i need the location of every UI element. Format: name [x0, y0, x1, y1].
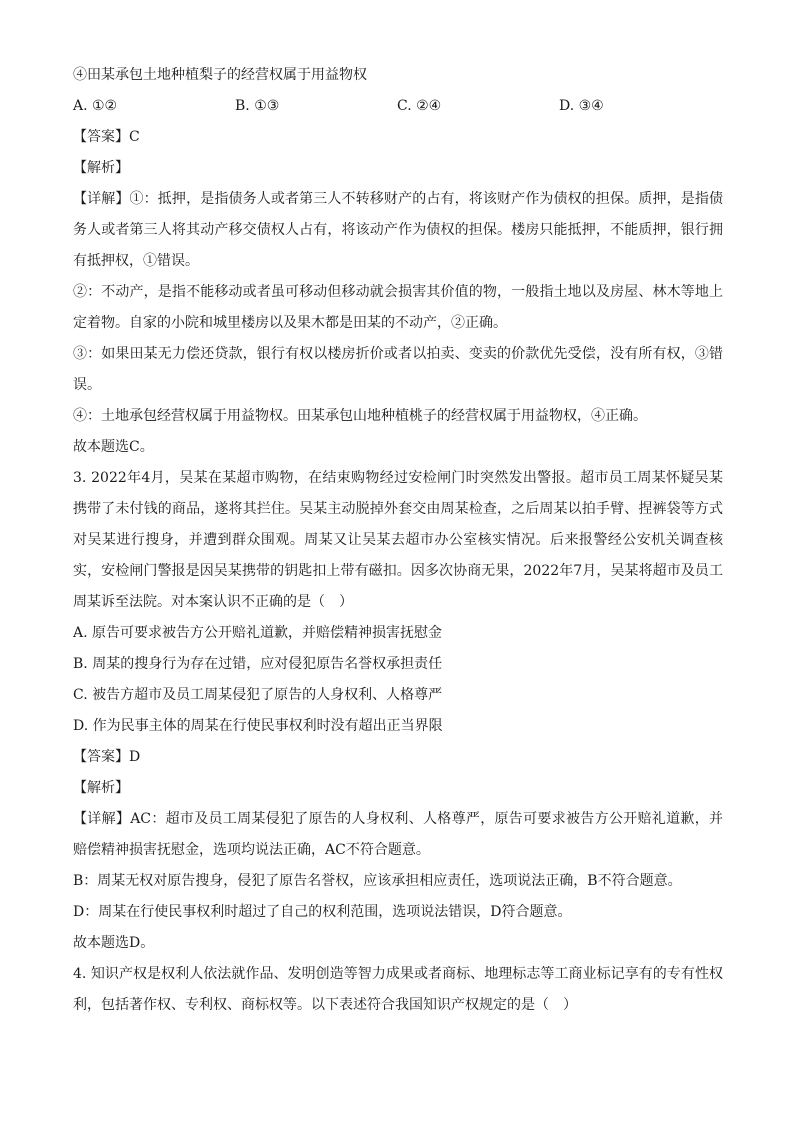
q2-analysis-label: 【解析】 [73, 160, 129, 176]
q3-conclusion: 故本题选D。 [73, 935, 155, 951]
q3-choice-c: C. 被告方超市及员工周某侵犯了原告的人身权利、人格尊严 [73, 687, 443, 703]
q2-choice-c: C. ②④ [397, 98, 442, 114]
q3-choice-a: A. 原告可要求被告方公开赔礼道歉，并赔偿精神损害抚慰金 [73, 625, 443, 641]
q3-choice-d: D. 作为民事主体的周某在行使民事权利时没有超出正当界限 [73, 718, 443, 734]
q3-detail-2: B：周某无权对原告搜身，侵犯了原告名誉权，应该承担相应责任，选项说法正确，B不符合题意。 [73, 873, 682, 889]
q2-choice-d: D. ③④ [559, 98, 604, 114]
q2-choices [73, 91, 723, 122]
q2-choice-a: A. ①② [73, 98, 118, 114]
q2-choice-b: B. ①③ [235, 98, 280, 114]
q3-detail-1: 【详解】AC：超市及员工周某侵犯了原告的人身权利、人格尊严，原告可要求被告方公开赔礼道歉，并赔偿精神损害抚慰金，选项均说法正确，AC不符合题意。 [73, 811, 723, 858]
q3-detail-3: D：周某在行使民事权利时超过了自己的权利范围，选项说法错误，D符合题意。 [73, 904, 572, 920]
q2-option-statement-4: ④田某承包土地种植梨子的经营权属于用益物权 [73, 67, 367, 83]
q2-detail-2: ②：不动产，是指不能移动或者虽可移动但移动就会损害其价值的物，一般指土地以及房屋、林木等地上定着物。自家的小院和城里楼房以及果木都是田某的不动产，②正确。 [73, 284, 723, 331]
q3-answer: 【答案】D [73, 749, 141, 765]
q2-detail-4: ④：土地承包经营权属于用益物权。田某承包山地种植桃子的经营权属于用益物权，④正确。 [73, 408, 647, 424]
q3-analysis-label: 【解析】 [73, 780, 129, 796]
document-body [73, 60, 723, 1021]
q2-detail-1: 【详解】①：抵押，是指债务人或者第三人不转移财产的占有，将该财产作为债权的担保。质押，是指债务人或者第三人将其动产移交债权人占有，将该动产作为债权的担保。楼房只能抵押，不能质押，银行拥有抵押权，①错误。 [73, 191, 723, 269]
q2-answer: 【答案】C [73, 129, 140, 145]
q3-stem: 3. 2022年4月，吴某在某超市购物，在结束购物经过安检闸门时突然发出警报。超市员工周某怀疑吴某携带了未付钱的商品，遂将其拦住。吴某主动脱掉外套交由周某检查，之后周某以拍手臂、捏裤袋等方式对吴某进行搜身，并遭到群众围观。周某又让吴某去超市办公室核实情况。后来报警经公安机关调查核实，安检闸门警报是因吴某携带的钥匙扣上带有磁扣。因多次协商无果，2022年7月，吴某将超市及员工周某诉至法院。对本案认识不正确的是（ ） [73, 470, 723, 610]
q3-choice-b: B. 周某的搜身行为存在过错，应对侵犯原告名誉权承担责任 [73, 656, 443, 672]
q2-conclusion: 故本题选C。 [73, 439, 154, 455]
q4-stem: 4. 知识产权是权利人依法就作品、发明创造等智力成果或者商标、地理标志等工商业标记享有的专有性权利，包括著作权、专利权、商标权等。以下表述符合我国知识产权规定的是（ ） [73, 966, 723, 1013]
q2-detail-3: ③：如果田某无力偿还贷款，银行有权以楼房折价或者以拍卖、变卖的价款优先受偿，没有所有权，③错误。 [73, 346, 723, 393]
